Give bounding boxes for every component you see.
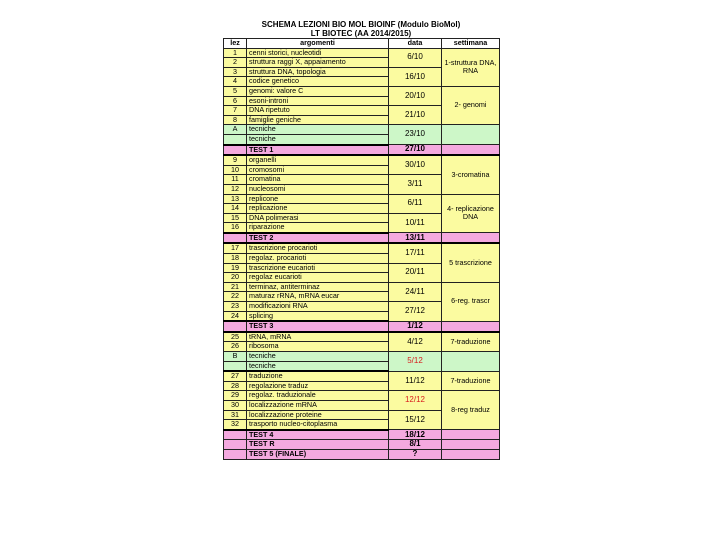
- week-topic: 7-traduzione: [442, 371, 500, 391]
- lesson-topic: nucleosomi: [247, 184, 389, 194]
- lesson-topic: regolazione traduz: [247, 381, 389, 391]
- week-topic: 4- replicazione DNA: [442, 194, 500, 233]
- lesson-number: 3: [224, 67, 247, 77]
- lesson-topic: struttura raggi X, appaiamento: [247, 58, 389, 68]
- lesson-date: 24/11: [389, 282, 442, 301]
- header-lez: lez: [224, 39, 247, 49]
- lesson-date: 18/12: [389, 430, 442, 440]
- header-argomenti: argomenti: [247, 39, 389, 49]
- lesson-topic: localizzazione mRNA: [247, 400, 389, 410]
- header-settimana: settimana: [442, 39, 500, 49]
- lesson-number: 22: [224, 292, 247, 302]
- lesson-topic: struttura DNA, topologia: [247, 67, 389, 77]
- table-row: [224, 391, 500, 401]
- lesson-number: 2: [224, 58, 247, 68]
- lesson-date: 3/11: [389, 175, 442, 194]
- lesson-number: 14: [224, 204, 247, 214]
- lesson-date: 5/12: [389, 352, 442, 372]
- lesson-number: 21: [224, 282, 247, 292]
- lesson-date: 4/12: [389, 332, 442, 352]
- table-row: [224, 321, 500, 332]
- lesson-date: 17/11: [389, 243, 442, 263]
- lesson-topic: DNA ripetuto: [247, 106, 389, 116]
- lesson-date: 16/10: [389, 67, 442, 86]
- table-row: [224, 430, 500, 440]
- lesson-topic: regolaz eucarioti: [247, 273, 389, 283]
- lesson-topic: trasporto nucleo-citoplasma: [247, 420, 389, 430]
- lesson-number: 26: [224, 342, 247, 352]
- table-row: [224, 440, 500, 450]
- lesson-number: 5: [224, 86, 247, 96]
- lesson-topic: trascrizione procarioti: [247, 243, 389, 253]
- week-topic: [442, 145, 500, 156]
- lesson-topic: regolaz. traduzionale: [247, 391, 389, 401]
- table-row: [224, 332, 500, 342]
- lesson-topic: codice genetico: [247, 77, 389, 87]
- lesson-topic: TEST R: [247, 440, 389, 450]
- lesson-topic: tecniche: [247, 134, 389, 144]
- table-row: [224, 233, 500, 244]
- lesson-number: 6: [224, 96, 247, 106]
- lesson-topic: esoni-introni: [247, 96, 389, 106]
- lesson-number: 19: [224, 263, 247, 273]
- lesson-number: 9: [224, 155, 247, 165]
- lesson-topic: TEST 1: [247, 145, 389, 156]
- week-topic: [442, 233, 500, 244]
- lesson-number: 27: [224, 371, 247, 381]
- week-topic: [442, 125, 500, 145]
- lesson-number: 8: [224, 115, 247, 125]
- lesson-date: 15/12: [389, 410, 442, 430]
- lesson-number: 18: [224, 254, 247, 264]
- lesson-schedule-table: [223, 38, 500, 460]
- lesson-date: 21/10: [389, 106, 442, 125]
- header-data: data: [389, 39, 442, 49]
- lesson-topic: cromosomi: [247, 165, 389, 175]
- week-topic: 6-reg. trascr: [442, 282, 500, 321]
- week-topic: 3-cromatina: [442, 155, 500, 194]
- lesson-topic: traduzione: [247, 371, 389, 381]
- table-row: [224, 449, 500, 459]
- lesson-number: 32: [224, 420, 247, 430]
- lesson-number: 30: [224, 400, 247, 410]
- schedule-title: SCHEMA LEZIONI BIO MOL BIOINF (Modulo BioMol): [261, 20, 461, 29]
- lesson-date: 10/11: [389, 213, 442, 233]
- lesson-topic: replicazione: [247, 204, 389, 214]
- lesson-topic: maturaz rRNA, mRNA eucar: [247, 292, 389, 302]
- lesson-number: B: [224, 352, 247, 362]
- lesson-topic: famiglie geniche: [247, 115, 389, 125]
- week-topic: [442, 449, 500, 459]
- lesson-number: 25: [224, 332, 247, 342]
- lesson-number: [224, 449, 247, 459]
- table-row: [224, 194, 500, 204]
- table-row: [224, 371, 500, 381]
- lesson-number: 11: [224, 175, 247, 185]
- lesson-number: 20: [224, 273, 247, 283]
- lesson-topic: modificazioni RNA: [247, 302, 389, 312]
- week-topic: 8-reg traduz: [442, 391, 500, 430]
- week-topic: 1-struttura DNA, RNA: [442, 48, 500, 86]
- lesson-number: 4: [224, 77, 247, 87]
- lesson-number: A: [224, 125, 247, 135]
- lesson-date: 8/1: [389, 440, 442, 450]
- lesson-number: 23: [224, 302, 247, 312]
- lesson-number: [224, 134, 247, 144]
- lesson-topic: tecniche: [247, 125, 389, 135]
- lesson-topic: genomi: valore C: [247, 86, 389, 96]
- lesson-topic: TEST 2: [247, 233, 389, 244]
- lesson-number: 29: [224, 391, 247, 401]
- week-topic: 5 trascrizione: [442, 243, 500, 282]
- lesson-number: 16: [224, 223, 247, 233]
- lesson-number: 15: [224, 213, 247, 223]
- lesson-topic: riparazione: [247, 223, 389, 233]
- lesson-number: 13: [224, 194, 247, 204]
- lesson-number: 31: [224, 410, 247, 420]
- lesson-date: 6/10: [389, 48, 442, 67]
- lesson-number: [224, 430, 247, 440]
- lesson-number: 10: [224, 165, 247, 175]
- lesson-number: 1: [224, 48, 247, 58]
- table-row: [224, 352, 500, 362]
- lesson-topic: terminaz, antiterminaz: [247, 282, 389, 292]
- schedule-body: [224, 48, 500, 459]
- lesson-topic: regolaz. procarioti: [247, 254, 389, 264]
- week-topic: 2- genomi: [442, 86, 500, 124]
- lesson-number: 7: [224, 106, 247, 116]
- lesson-date: 11/12: [389, 371, 442, 391]
- lesson-number: [224, 321, 247, 332]
- lesson-topic: DNA polimerasi: [247, 213, 389, 223]
- lesson-date: 1/12: [389, 321, 442, 332]
- lesson-topic: TEST 3: [247, 321, 389, 332]
- lesson-topic: localizzazione proteine: [247, 410, 389, 420]
- lesson-topic: TEST 5 (FINALE): [247, 449, 389, 459]
- table-row: [224, 125, 500, 135]
- table-row: [224, 145, 500, 156]
- table-row: [224, 243, 500, 253]
- table-row: [224, 282, 500, 292]
- table-row: [224, 48, 500, 58]
- lesson-topic: organelli: [247, 155, 389, 165]
- table-row: [224, 86, 500, 96]
- lesson-date: 20/10: [389, 86, 442, 105]
- week-topic: [442, 321, 500, 332]
- lesson-date: 27/10: [389, 145, 442, 156]
- lesson-date: ?: [389, 449, 442, 459]
- lesson-date: 23/10: [389, 125, 442, 145]
- lesson-number: [224, 440, 247, 450]
- lesson-date: 20/11: [389, 263, 442, 282]
- week-topic: [442, 352, 500, 372]
- lesson-date: 27/12: [389, 302, 442, 322]
- lesson-topic: tecniche: [247, 361, 389, 371]
- lesson-number: [224, 145, 247, 156]
- lesson-number: 28: [224, 381, 247, 391]
- lesson-number: [224, 233, 247, 244]
- lesson-topic: TEST 4: [247, 430, 389, 440]
- lesson-date: 6/11: [389, 194, 442, 213]
- week-topic: 7-traduzione: [442, 332, 500, 352]
- table-row: [224, 155, 500, 165]
- table-header-row: [224, 39, 500, 49]
- lesson-number: 24: [224, 311, 247, 321]
- week-topic: [442, 440, 500, 450]
- lesson-topic: splicing: [247, 311, 389, 321]
- lesson-topic: tRNA, mRNA: [247, 332, 389, 342]
- lesson-topic: trascrizione eucarioti: [247, 263, 389, 273]
- lesson-number: [224, 361, 247, 371]
- lesson-date: 30/10: [389, 155, 442, 175]
- lesson-topic: replicone: [247, 194, 389, 204]
- lesson-number: 17: [224, 243, 247, 253]
- lesson-date: 12/12: [389, 391, 442, 410]
- lesson-topic: cromatina: [247, 175, 389, 185]
- week-topic: [442, 430, 500, 440]
- lesson-number: 12: [224, 184, 247, 194]
- lesson-topic: ribosoma: [247, 342, 389, 352]
- lesson-date: 13/11: [389, 233, 442, 244]
- schedule-subtitle: LT BIOTEC (AA 2014/2015): [310, 29, 412, 38]
- lesson-topic: tecniche: [247, 352, 389, 362]
- lesson-topic: cenni storici, nucleotidi: [247, 48, 389, 58]
